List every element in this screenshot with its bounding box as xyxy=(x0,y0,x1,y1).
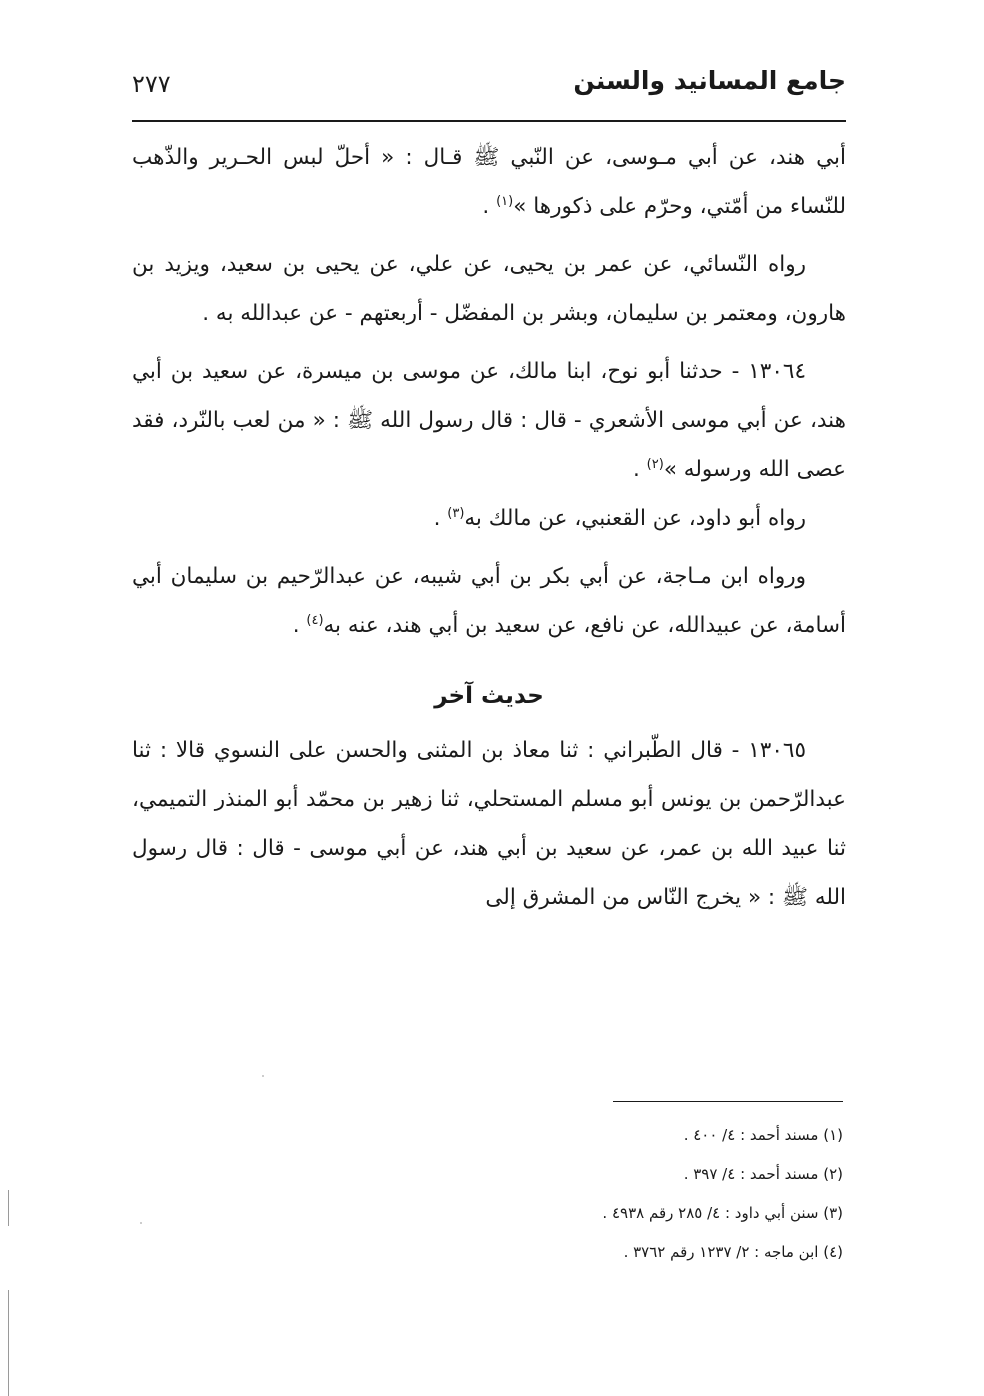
scan-edge-mark xyxy=(8,1190,9,1226)
paragraph-hadith-13064: ١٣٠٦٤ - حدثنا أبو نوح، ابنا مالك، عن موسى بن ميسرة، عن سعيد بن أبي هند، عن أبي موسى الأشعري - قال : قال رسول الله ﷺ : « من لعب بالنّرد، فقد عصى الله ورسوله »$^{(٢)}$ . xyxy=(132,359,846,482)
footnote-item: (٢) مسند أحمد : ٤/ ٣٩٧ . xyxy=(683,1165,843,1183)
paragraph-ibn-majah: ورواه ابن مـاجة، عن أبي بكر بن أبي شيبه، عن عبدالرّحيم بن سليمان أبي أسامة، عن عبيدالله، عن نافع، عن سعيد بن أبي هند، عنه به$^{(٤)}$ . xyxy=(132,564,846,638)
footnote-item: (٤) ابن ماجه : ٢/ ١٢٣٧ رقم ٣٧٦٢ . xyxy=(623,1243,843,1261)
paragraph-hadith-continuation: أبي هند، عن أبي مـوسى، عن النّبي ﷺ قـال : « أحلّ لبس الحـرير والذّهب للنّساء من أمّتي، وحرّم على ذكورها »$^{(١)}$ . xyxy=(132,145,846,219)
footnote-ref-3: (٣) xyxy=(447,505,465,521)
running-title: جامع المسانيد والسنن xyxy=(573,66,846,95)
scan-speck xyxy=(262,1075,264,1077)
scan-edge-mark xyxy=(8,1290,9,1396)
paragraph-hadith-13065: ١٣٠٦٥ - قال الطّبراني : ثنا معاذ بن المثنى والحسن على النسوي قالا : ثنا عبدالرّحمن بن يونس أبو مسلم المستحلي، ثنا زهير بن محمّد أبو المنذر التميمي، ثنا عبيد الله بن عمر، عن سعيد بن أبي هند، عن أبي موسى - قال : قال رسول الله ﷺ : « يخرج النّاس من المشرق إلى xyxy=(132,738,846,910)
footnote-ref-2: (٢) xyxy=(646,456,664,472)
running-header xyxy=(132,60,846,112)
section-heading: حديث آخر xyxy=(434,683,544,709)
paragraph-nasai-chain: رواه النّسائي، عن عمر بن يحيى، عن علي، عن يحيى بن سعيد، ويزيد بن هارون، ومعتمر بن سليمان، وبشر بن المفضّل - أربعتهم - عن عبدالله به . xyxy=(132,252,846,326)
main-text xyxy=(132,133,846,922)
footnote-ref-4: (٤) xyxy=(306,612,324,628)
header-divider xyxy=(132,120,846,122)
footnote-item: (٣) سنن أبي داود : ٤/ ٢٨٥ رقم ٤٩٣٨ . xyxy=(602,1204,843,1222)
paragraph-abu-dawud: رواه أبو داود، عن القعنبي، عن مالك به$^{(٣)}$ . xyxy=(433,505,806,531)
page-number: ٢٧٧ xyxy=(132,70,171,98)
scan-speck xyxy=(140,1222,142,1224)
footnotes xyxy=(343,1116,843,1272)
footnote-ref-1: (١) xyxy=(496,193,514,209)
footnote-item: (١) مسند أحمد : ٤/ ٤٠٠ . xyxy=(683,1126,843,1144)
footnote-divider xyxy=(613,1101,843,1102)
